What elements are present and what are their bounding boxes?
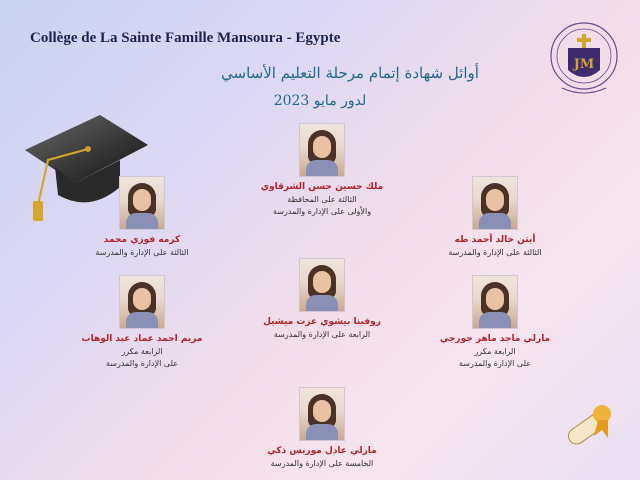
student-photo [472, 275, 518, 329]
student-name: مارلي عادل موريس ذكي [267, 446, 377, 456]
student-rank: على الإدارة والمدرسة [105, 359, 178, 368]
student-card-7 [222, 387, 422, 470]
student-rank: على الإدارة والمدرسة [458, 359, 531, 368]
student-rank: الرابعة مكرر [121, 347, 163, 356]
student-rank: والأولى على الإدارة والمدرسة [272, 207, 372, 216]
school-crest-icon [548, 18, 620, 102]
student-name: أيتن خالد أحمد طه [454, 235, 536, 245]
student-card-3 [395, 176, 595, 259]
student-card-6 [395, 275, 595, 370]
student-card-4 [222, 258, 422, 341]
student-name: مارلي ماجد ماهر جورجي [439, 334, 551, 344]
student-photo [119, 275, 165, 329]
student-photo [472, 176, 518, 230]
session-label: لدور مايو 2023 [273, 93, 367, 109]
svg-text:JM: JM [573, 57, 595, 72]
student-rank: الرابعة مكرر [474, 347, 516, 356]
student-card-5 [42, 275, 242, 370]
student-name: مريم احمد عماد عبد الوهاب [81, 334, 203, 344]
student-rank: الثالثة على الإدارة والمدرسة [95, 248, 189, 257]
student-name: روفينا بيشوي عزت ميشيل [263, 317, 381, 327]
student-photo [119, 176, 165, 230]
student-rank: الثالثة على الإدارة والمدرسة [448, 248, 542, 257]
student-card-2 [42, 176, 242, 259]
student-name: ملك حسين حسن الشرقاوي [260, 182, 384, 192]
student-name: كرمه فوزي محمد [103, 235, 181, 245]
student-card-1 [222, 123, 422, 218]
school-title: Collège de La Sainte Famille Mansoura - Egypte [30, 30, 341, 46]
certificate-subtitle: أوائل شهادة إتمام مرحلة التعليم الأساسي [221, 64, 479, 82]
student-photo [299, 123, 345, 177]
student-photo [299, 387, 345, 441]
student-rank: الثالثة على المحافظة [287, 195, 357, 204]
student-rank: الخامسة على الإدارة والمدرسة [270, 459, 374, 468]
student-photo [299, 258, 345, 312]
student-rank: الرابعة على الإدارة والمدرسة [273, 330, 371, 339]
diploma-scroll-icon [558, 392, 628, 462]
